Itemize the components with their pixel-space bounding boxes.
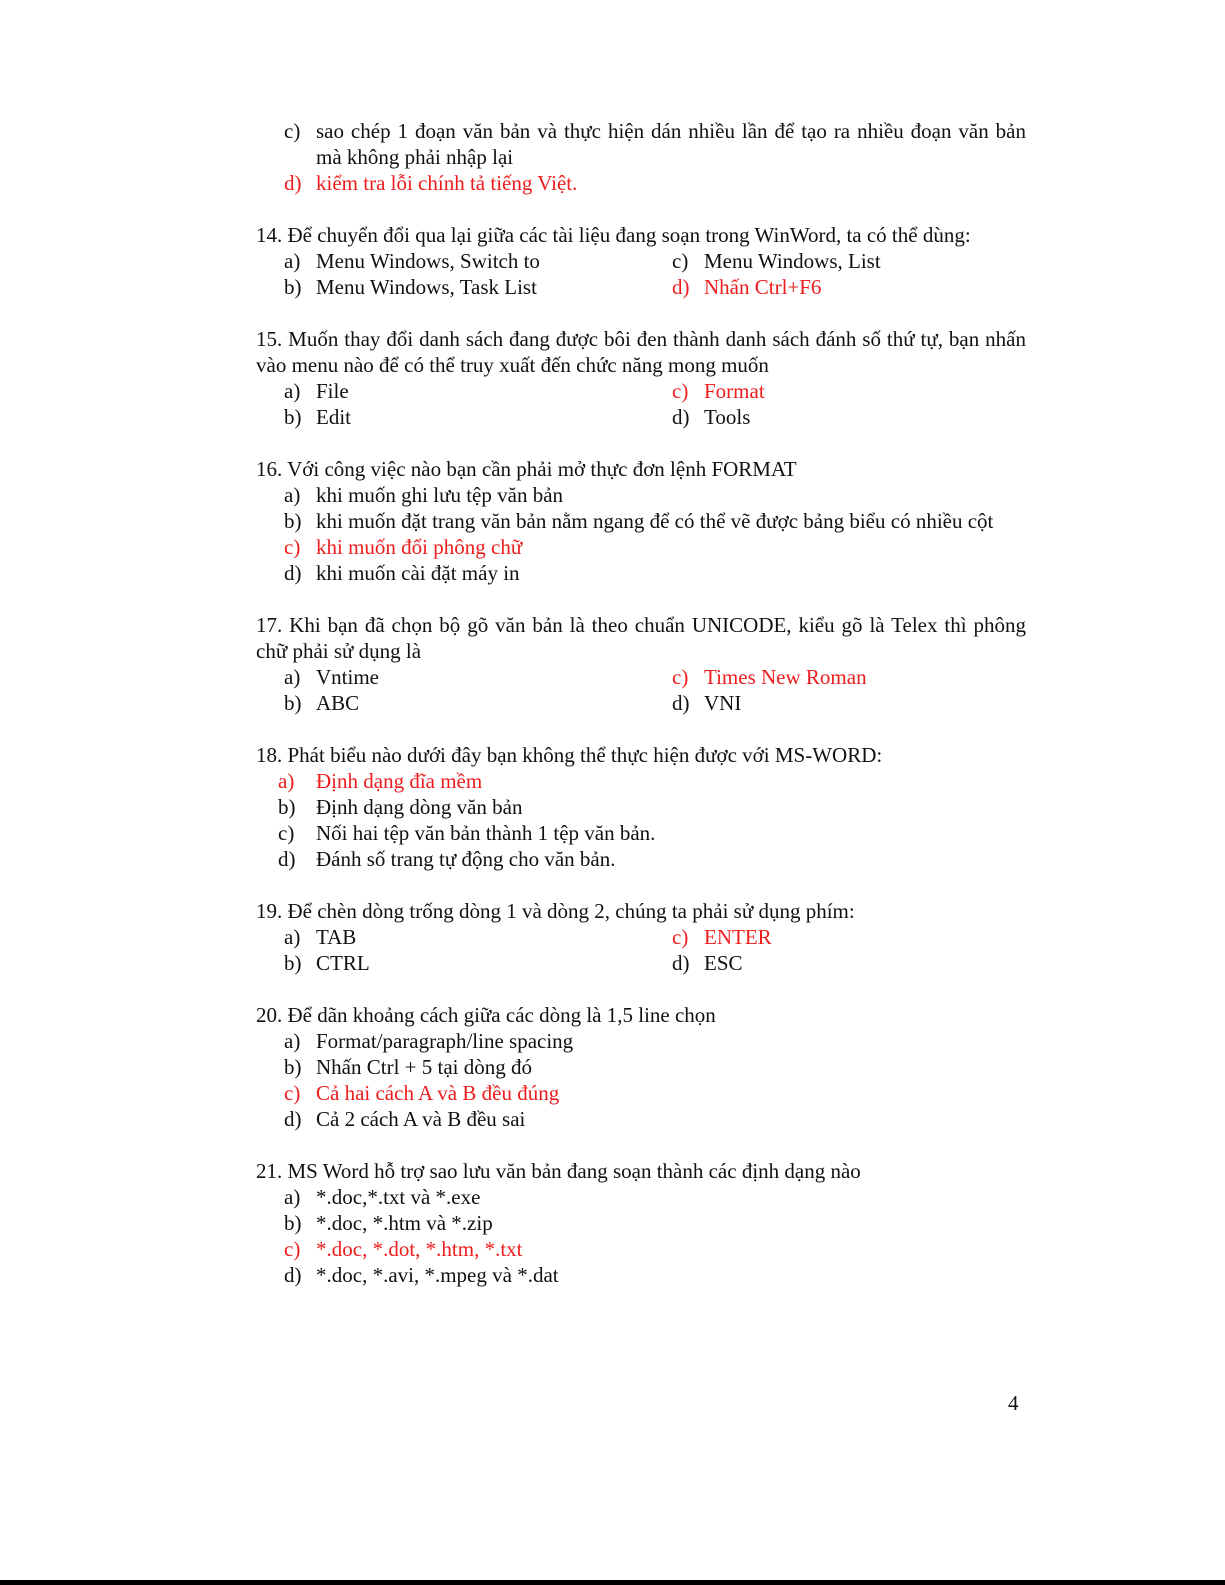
option-text: ABC	[316, 691, 360, 715]
question-17-text: 17. Khi bạn đã chọn bộ gõ văn bản là theo chuẩn UNICODE, kiểu gõ là Telex thì phông chữ phải sử dụng là	[256, 613, 1026, 663]
option-label: d)	[672, 405, 690, 429]
option-label: d)	[672, 691, 690, 715]
option-text: khi muốn đổi phông chữ	[316, 535, 523, 559]
option-text: *.doc, *.dot, *.htm, *.txt	[316, 1237, 523, 1261]
option-text: Times New Roman	[704, 665, 867, 689]
question-18	[256, 742, 1026, 872]
option-19c-correct	[672, 924, 1026, 950]
option-text: sao chép 1 đoạn văn bản và thực hiện dán nhiều lần để tạo ra nhiều đoạn văn bản mà không phải nhập lại	[316, 119, 1026, 169]
option-label: d)	[284, 1107, 302, 1131]
option-21a	[256, 1184, 1026, 1210]
question-15-options	[256, 378, 1026, 430]
option-label: c)	[284, 535, 301, 559]
option-16d	[256, 560, 1026, 586]
option-20a	[256, 1028, 1026, 1054]
option-19d	[672, 950, 1026, 976]
option-16a	[256, 482, 1026, 508]
question-13-tail	[256, 118, 1026, 196]
option-text: Menu Windows, Task List	[316, 275, 537, 299]
option-14d-correct	[672, 274, 1026, 300]
question-14-text: 14. Để chuyển đổi qua lại giữa các tài liệu đang soạn trong WinWord, ta có thể dùng:	[256, 223, 971, 247]
question-15	[256, 326, 1026, 430]
option-text: File	[316, 379, 349, 403]
question-18-options	[256, 768, 1026, 872]
option-label: b)	[284, 275, 302, 299]
option-text: kiểm tra lỗi chính tả tiếng Việt.	[316, 171, 578, 195]
option-15b	[256, 404, 672, 430]
option-text: *.doc,*.txt và *.exe	[316, 1185, 481, 1209]
option-15d	[672, 404, 1026, 430]
option-label: c)	[284, 119, 301, 143]
question-14	[256, 222, 1026, 300]
option-20d	[256, 1106, 1026, 1132]
option-text: *.doc, *.avi, *.mpeg và *.dat	[316, 1263, 559, 1287]
option-label: a)	[284, 483, 301, 507]
option-label: c)	[284, 1081, 301, 1105]
question-19-text: 19. Để chèn dòng trống dòng 1 và dòng 2, chúng ta phải sử dụng phím:	[256, 899, 855, 923]
option-14b	[256, 274, 672, 300]
option-18d	[256, 846, 1026, 872]
option-label: b)	[284, 691, 302, 715]
option-label: d)	[284, 171, 302, 195]
question-13-options	[256, 118, 1026, 196]
option-label: d)	[284, 561, 302, 585]
option-label: c)	[672, 379, 689, 403]
option-20b	[256, 1054, 1026, 1080]
option-19b	[256, 950, 672, 976]
option-label: c)	[672, 249, 689, 273]
option-label: a)	[284, 249, 301, 273]
option-label: d)	[672, 951, 690, 975]
option-label: a)	[284, 1029, 301, 1053]
option-text: CTRL	[316, 951, 370, 975]
option-text: Nhấn Ctrl + 5 tại dòng đó	[316, 1055, 532, 1079]
option-text: Tools	[704, 405, 751, 429]
question-21-text: 21. MS Word hỗ trợ sao lưu văn bản đang soạn thành các định dạng nào	[256, 1159, 861, 1183]
option-label: d)	[284, 1263, 302, 1287]
option-label: b)	[284, 405, 302, 429]
option-text: khi muốn đặt trang văn bản nằm ngang để có thể vẽ được bảng biểu có nhiều cột	[316, 509, 994, 533]
question-21-options	[256, 1184, 1026, 1288]
option-label: a)	[278, 769, 295, 793]
question-17	[256, 612, 1026, 716]
option-text: Định dạng dòng văn bản	[316, 795, 523, 819]
option-label: d)	[278, 847, 296, 871]
option-19a	[256, 924, 672, 950]
option-13d-correct	[256, 170, 1026, 196]
question-20	[256, 1002, 1026, 1132]
option-text: Nhấn Ctrl+F6	[704, 275, 822, 299]
option-label: b)	[284, 1211, 302, 1235]
option-label: c)	[278, 821, 295, 845]
option-18b	[256, 794, 1026, 820]
page-content	[256, 118, 1026, 1314]
option-text: Edit	[316, 405, 351, 429]
question-16-options	[256, 482, 1026, 586]
option-21b	[256, 1210, 1026, 1236]
option-text: khi muốn cài đặt máy in	[316, 561, 520, 585]
option-label: d)	[672, 275, 690, 299]
option-text: Nối hai tệp văn bản thành 1 tệp văn bản.	[316, 821, 656, 845]
option-label: a)	[284, 665, 301, 689]
option-text: ESC	[704, 951, 743, 975]
question-16	[256, 456, 1026, 586]
option-label: b)	[284, 951, 302, 975]
option-18c	[256, 820, 1026, 846]
option-17b	[256, 690, 672, 716]
question-20-text: 20. Để dãn khoảng cách giữa các dòng là 1,5 line chọn	[256, 1003, 716, 1027]
option-text: Format	[704, 379, 765, 403]
option-14a	[256, 248, 672, 274]
page-number: 4	[1008, 1391, 1019, 1415]
option-text: Vntime	[316, 665, 379, 689]
option-text: khi muốn ghi lưu tệp văn bản	[316, 483, 564, 507]
option-text: Menu Windows, Switch to	[316, 249, 540, 273]
option-text: Format/paragraph/line spacing	[316, 1029, 574, 1053]
question-15-text: 15. Muốn thay đổi danh sách đang được bôi đen thành danh sách đánh số thứ tự, bạn nhấn vào menu nào để có thể truy xuất đến chức năng mong muốn	[256, 327, 1026, 377]
question-16-text: 16. Với công việc nào bạn cần phải mở thực đơn lệnh FORMAT	[256, 457, 797, 481]
option-16c-correct	[256, 534, 1026, 560]
option-label: b)	[284, 509, 302, 533]
option-text: *.doc, *.htm và *.zip	[316, 1211, 493, 1235]
option-label: c)	[672, 925, 689, 949]
question-20-options	[256, 1028, 1026, 1132]
question-19	[256, 898, 1026, 976]
option-17a	[256, 664, 672, 690]
option-15a	[256, 378, 672, 404]
option-text: VNI	[704, 691, 742, 715]
option-text: Menu Windows, List	[704, 249, 881, 273]
option-text: Đánh số trang tự động cho văn bản.	[316, 847, 616, 871]
option-14c	[672, 248, 1026, 274]
option-text: ENTER	[704, 925, 772, 949]
option-label: a)	[284, 925, 301, 949]
option-text: Định dạng đĩa mềm	[316, 769, 483, 793]
option-16b	[256, 508, 1026, 534]
option-20c-correct	[256, 1080, 1026, 1106]
option-18a-correct	[256, 768, 1026, 794]
option-text: Cả hai cách A và B đều đúng	[316, 1081, 560, 1105]
option-label: b)	[284, 1055, 302, 1079]
option-label: b)	[278, 795, 296, 819]
option-21d	[256, 1262, 1026, 1288]
option-15c-correct	[672, 378, 1026, 404]
option-label: c)	[284, 1237, 301, 1261]
question-18-text: 18. Phát biểu nào dưới đây bạn không thể thực hiện được với MS-WORD:	[256, 743, 883, 767]
option-13c	[256, 118, 1026, 170]
option-text: Cả 2 cách A và B đều sai	[316, 1107, 526, 1131]
option-21c-correct	[256, 1236, 1026, 1262]
bottom-border-line	[0, 1580, 1225, 1585]
question-17-options	[256, 664, 1026, 716]
option-label: a)	[284, 379, 301, 403]
option-17d	[672, 690, 1026, 716]
question-14-options	[256, 248, 1026, 300]
question-19-options	[256, 924, 1026, 976]
option-label: c)	[672, 665, 689, 689]
question-21	[256, 1158, 1026, 1288]
option-17c-correct	[672, 664, 1026, 690]
option-text: TAB	[316, 925, 357, 949]
option-label: a)	[284, 1185, 301, 1209]
